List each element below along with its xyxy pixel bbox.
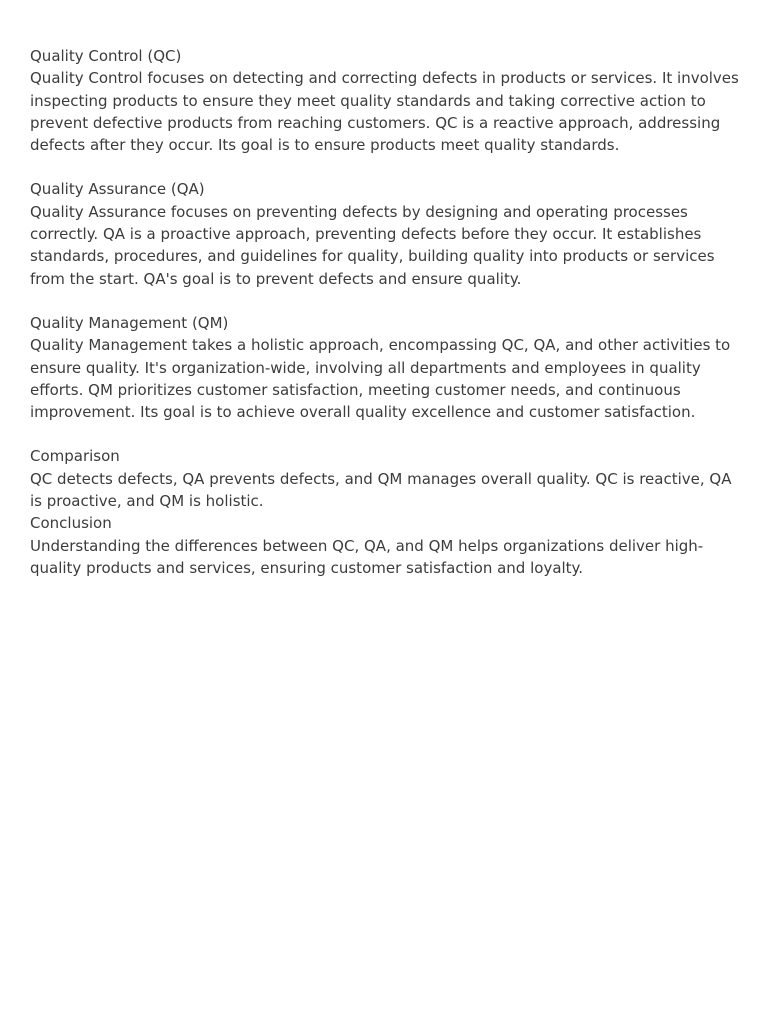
section-body: Quality Management takes a holistic approach, encompassing QC, QA, and other activities to ensure quality. It's organization-wide, involving all departments and employees in quality efforts. QM prioritizes customer satisfaction, meeting customer needs, and continuous improvement. Its goal is to achieve overall quality excellence and customer satisfaction. [30,336,731,422]
section-quality-management [30,312,742,423]
section-heading: Quality Assurance (QA) [30,180,205,199]
section-body: Quality Assurance focuses on preventing defects by designing and operating processes correctly. QA is a proactive approach, preventing defects before they occur. It establishes standards, procedures, and guidelines for quality, building quality into products or services from the start. QA's goal is to prevent defects and ensure quality. [30,202,715,288]
section-body: QC detects defects, QA prevents defects, and QM manages overall quality. QC is reactive, QA is proactive, and QM is holistic. [30,469,732,511]
section-body: Understanding the differences between QC, QA, and QM helps organizations deliver high-quality products and services, ensuring customer satisfaction and loyalty. [30,536,704,577]
section-heading: Quality Management (QM) [30,313,229,332]
section-conclusion [30,512,742,579]
section-heading: Quality Control (QC) [30,47,182,65]
section-quality-assurance [30,178,742,289]
section-comparison [30,445,742,512]
section-body: Quality Control focuses on detecting and correcting defects in products or services. It involves inspecting products to ensure they meet quality standards and taking corrective action to prevent defective products from reaching customers. QC is a reactive approach, addressing defects after they occur. Its goal is to ensure products meet quality standards. [30,69,739,155]
section-heading: Comparison [30,447,120,466]
section-heading: Conclusion [30,514,112,533]
section-quality-control [30,45,742,156]
